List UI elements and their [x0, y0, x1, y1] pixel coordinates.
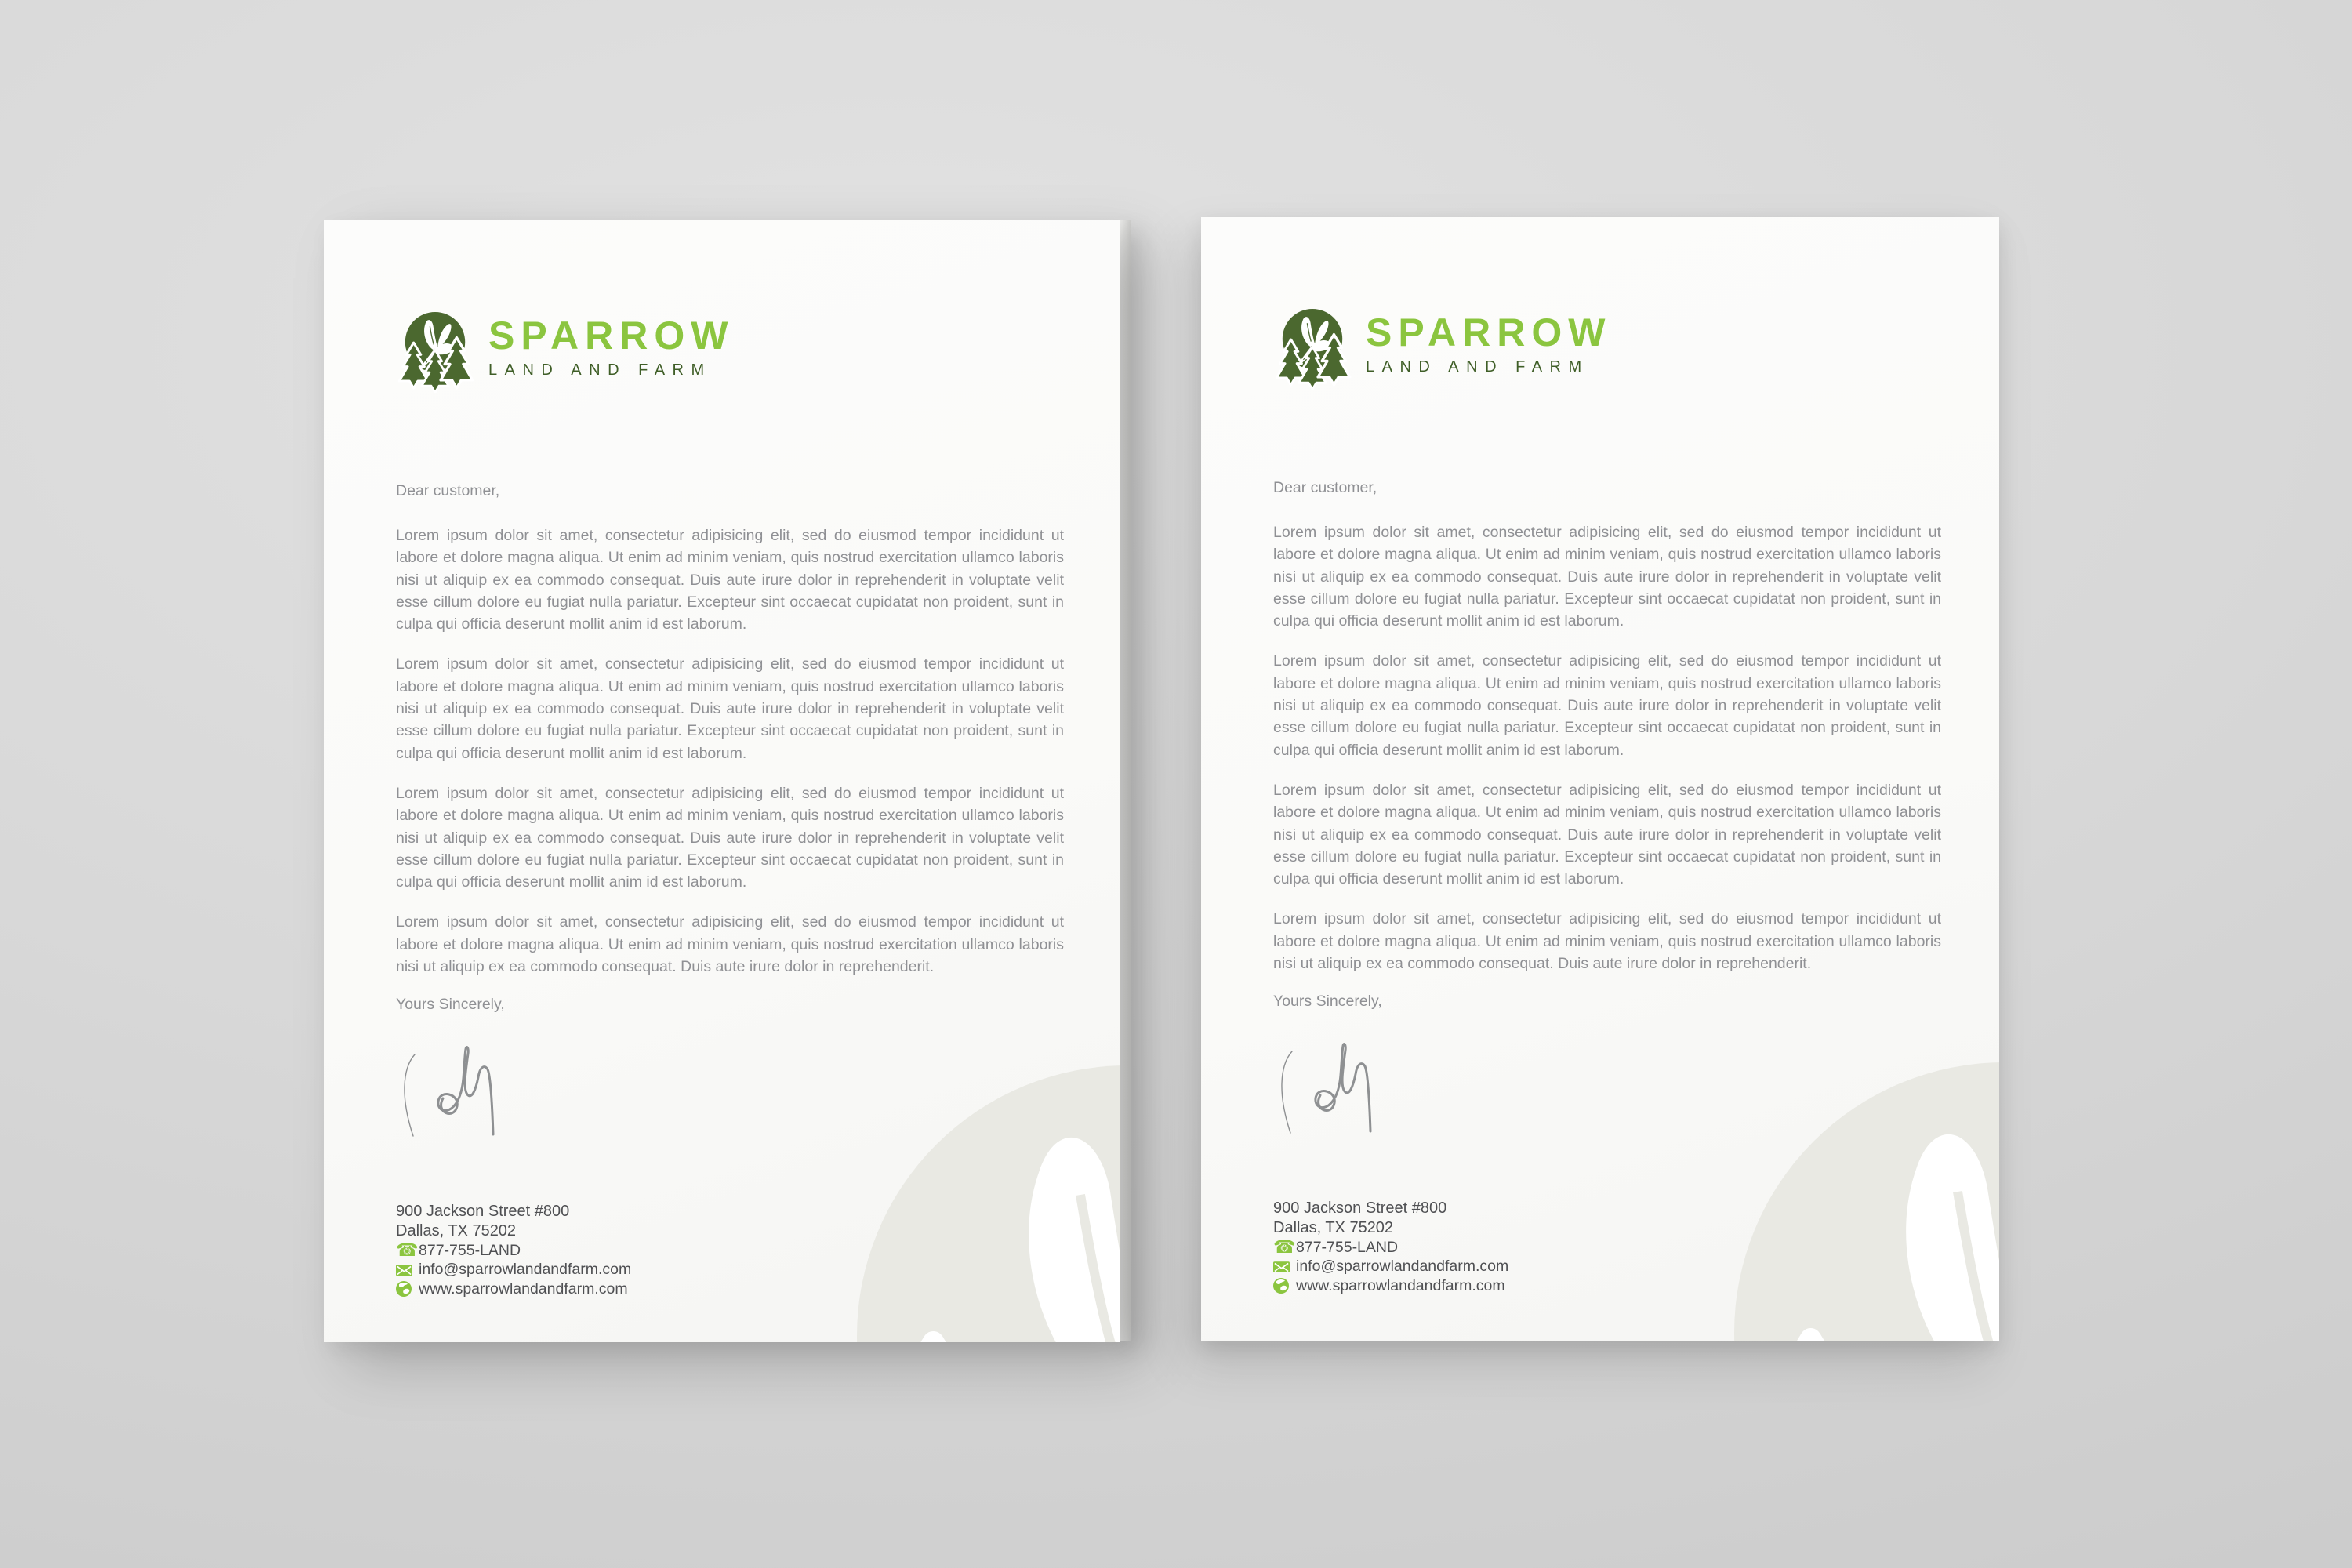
- page-stack-edge: [1120, 220, 1131, 1341]
- signature-scribble: [394, 1042, 504, 1144]
- brand-tagline: LAND AND FARM: [488, 361, 712, 379]
- letter-paragraph: Lorem ipsum dolor sit amet, consectetur adipisicing elit, sed do eiusmod tempor incididunt ut labore et dolore magna aliqua. Ut enim ad minim veniam, quis nostrud exercitation ullamco laboris nisi ut aliquip ex ea commodo consequat. Duis aute irure dolor in reprehenderit in voluptate velit esse cillum dolore eu fugiat nulla pariatur. Excepteur sint occaecat cupidatat non proident, sunt in culpa qui officia deserunt mollit anim id est laborum.: [1273, 652, 1941, 759]
- brand-name: SPARROW: [1366, 310, 1612, 354]
- website-url: www.sparrowlandandfarm.com: [419, 1279, 628, 1298]
- letterhead-page-2: [1201, 217, 1999, 1341]
- email-address: info@sparrowlandandfarm.com: [1296, 1258, 1509, 1276]
- website-row: [1273, 1276, 1508, 1296]
- email-row: [1273, 1258, 1508, 1277]
- sparrow-logo-icon: [1273, 305, 1352, 390]
- salutation: Dear customer,: [1273, 479, 1377, 496]
- signature-scribble: [1272, 1039, 1381, 1141]
- email-row: [396, 1261, 631, 1280]
- brand-text: [488, 308, 734, 379]
- phone-row: [396, 1241, 631, 1261]
- globe-icon: [1273, 1278, 1290, 1294]
- address-line: 900 Jackson Street #800: [1273, 1200, 1447, 1217]
- contact-block: [1273, 1199, 1508, 1296]
- brand-text: [1366, 305, 1611, 376]
- phone-number: 877-755-LAND: [1296, 1238, 1399, 1256]
- website-url: www.sparrowlandandfarm.com: [1296, 1276, 1505, 1294]
- logo-watermark: [775, 1030, 1120, 1342]
- address-line: Dallas, TX 75202: [1273, 1219, 1394, 1236]
- phone-icon: ☎: [396, 1240, 419, 1261]
- globe-icon: [396, 1281, 413, 1297]
- phone-row: [1273, 1238, 1508, 1258]
- letter-paragraph: Lorem ipsum dolor sit amet, consectetur adipisicing elit, sed do eiusmod tempor incididunt ut labore et dolore magna aliqua. Ut enim ad minim veniam, quis nostrud exercitation ullamco laboris nisi ut aliquip ex ea commodo consequat. Duis aute irure dolor in reprehenderit in voluptate velit esse cillum dolore eu fugiat nulla pariatur. Excepteur sint occaecat cupidatat non proident, sunt in culpa qui officia deserunt mollit anim id est laborum.: [396, 527, 1064, 633]
- brand-logo: [1273, 305, 1611, 390]
- letter-paragraph: Lorem ipsum dolor sit amet, consectetur adipisicing elit, sed do eiusmod tempor incididunt ut labore et dolore magna aliqua. Ut enim ad minim veniam, quis nostrud exercitation ullamco laboris nisi ut aliquip ex ea commodo consequat. Duis aute irure dolor in reprehenderit in voluptate velit esse cillum dolore eu fugiat nulla pariatur. Excepteur sint occaecat cupidatat non proident, sunt in culpa qui officia deserunt mollit anim id est laborum.: [396, 784, 1064, 891]
- letter-body: [1273, 479, 1941, 1011]
- brand-name: SPARROW: [488, 314, 735, 358]
- letter-paragraph: Lorem ipsum dolor sit amet, consectetur adipisicing elit, sed do eiusmod tempor incididunt ut labore et dolore magna aliqua. Ut enim ad minim veniam, quis nostrud exercitation ullamco laboris nisi ut aliquip ex ea commodo consequat. Duis aute irure dolor in reprehenderit in voluptate velit esse cillum dolore eu fugiat nulla pariatur. Excepteur sint occaecat cupidatat non proident, sunt in culpa qui officia deserunt mollit anim id est laborum.: [396, 655, 1064, 762]
- closing: Yours Sincerely,: [1273, 993, 1382, 1011]
- sparrow-logo-icon: [396, 308, 474, 393]
- logo-watermark: [1652, 1027, 1999, 1341]
- letterhead-page-1: [324, 220, 1120, 1342]
- letter-paragraph: Lorem ipsum dolor sit amet, consectetur adipisicing elit, sed do eiusmod tempor incididunt ut labore et dolore magna aliqua. Ut enim ad minim veniam, quis nostrud exercitation ullamco laboris nisi ut aliquip ex ea commodo consequat. Duis aute irure dolor in reprehenderit in voluptate velit esse cillum dolore eu fugiat nulla pariatur. Excepteur sint occaecat cupidatat non proident, sunt in culpa qui officia deserunt mollit anim id est laborum.: [1273, 781, 1941, 888]
- letter-paragraph: Lorem ipsum dolor sit amet, consectetur adipisicing elit, sed do eiusmod tempor incididunt ut labore et dolore magna aliqua. Ut enim ad minim veniam, quis nostrud exercitation ullamco laboris nisi ut aliquip ex ea commodo consequat. Duis aute irure dolor in reprehenderit in voluptate velit esse cillum dolore eu fugiat nulla pariatur. Excepteur sint occaecat cupidatat non proident, sunt in culpa qui officia deserunt mollit anim id est laborum.: [1273, 524, 1941, 630]
- closing: Yours Sincerely,: [396, 996, 505, 1014]
- phone-icon: ☎: [1273, 1237, 1296, 1258]
- brand-logo: [396, 308, 734, 393]
- letter-body: [396, 482, 1064, 1014]
- email-icon: [396, 1265, 413, 1276]
- contact-block: [396, 1202, 631, 1299]
- address-line: 900 Jackson Street #800: [396, 1203, 570, 1220]
- email-icon: [1273, 1261, 1290, 1273]
- phone-number: 877-755-LAND: [419, 1241, 521, 1259]
- salutation: Dear customer,: [396, 482, 500, 499]
- letter-paragraph: Lorem ipsum dolor sit amet, consectetur adipisicing elit, sed do eiusmod tempor incididunt ut labore et dolore magna aliqua. Ut enim ad minim veniam, quis nostrud exercitation ullamco laboris nisi ut aliquip ex ea commodo consequat. Duis aute irure dolor in reprehenderit.: [396, 913, 1064, 976]
- brand-tagline: LAND AND FARM: [1366, 358, 1589, 376]
- address-line: Dallas, TX 75202: [396, 1222, 517, 1240]
- email-address: info@sparrowlandandfarm.com: [419, 1261, 632, 1279]
- website-row: [396, 1279, 631, 1299]
- letter-paragraph: Lorem ipsum dolor sit amet, consectetur adipisicing elit, sed do eiusmod tempor incididunt ut labore et dolore magna aliqua. Ut enim ad minim veniam, quis nostrud exercitation ullamco laboris nisi ut aliquip ex ea commodo consequat. Duis aute irure dolor in reprehenderit.: [1273, 910, 1941, 973]
